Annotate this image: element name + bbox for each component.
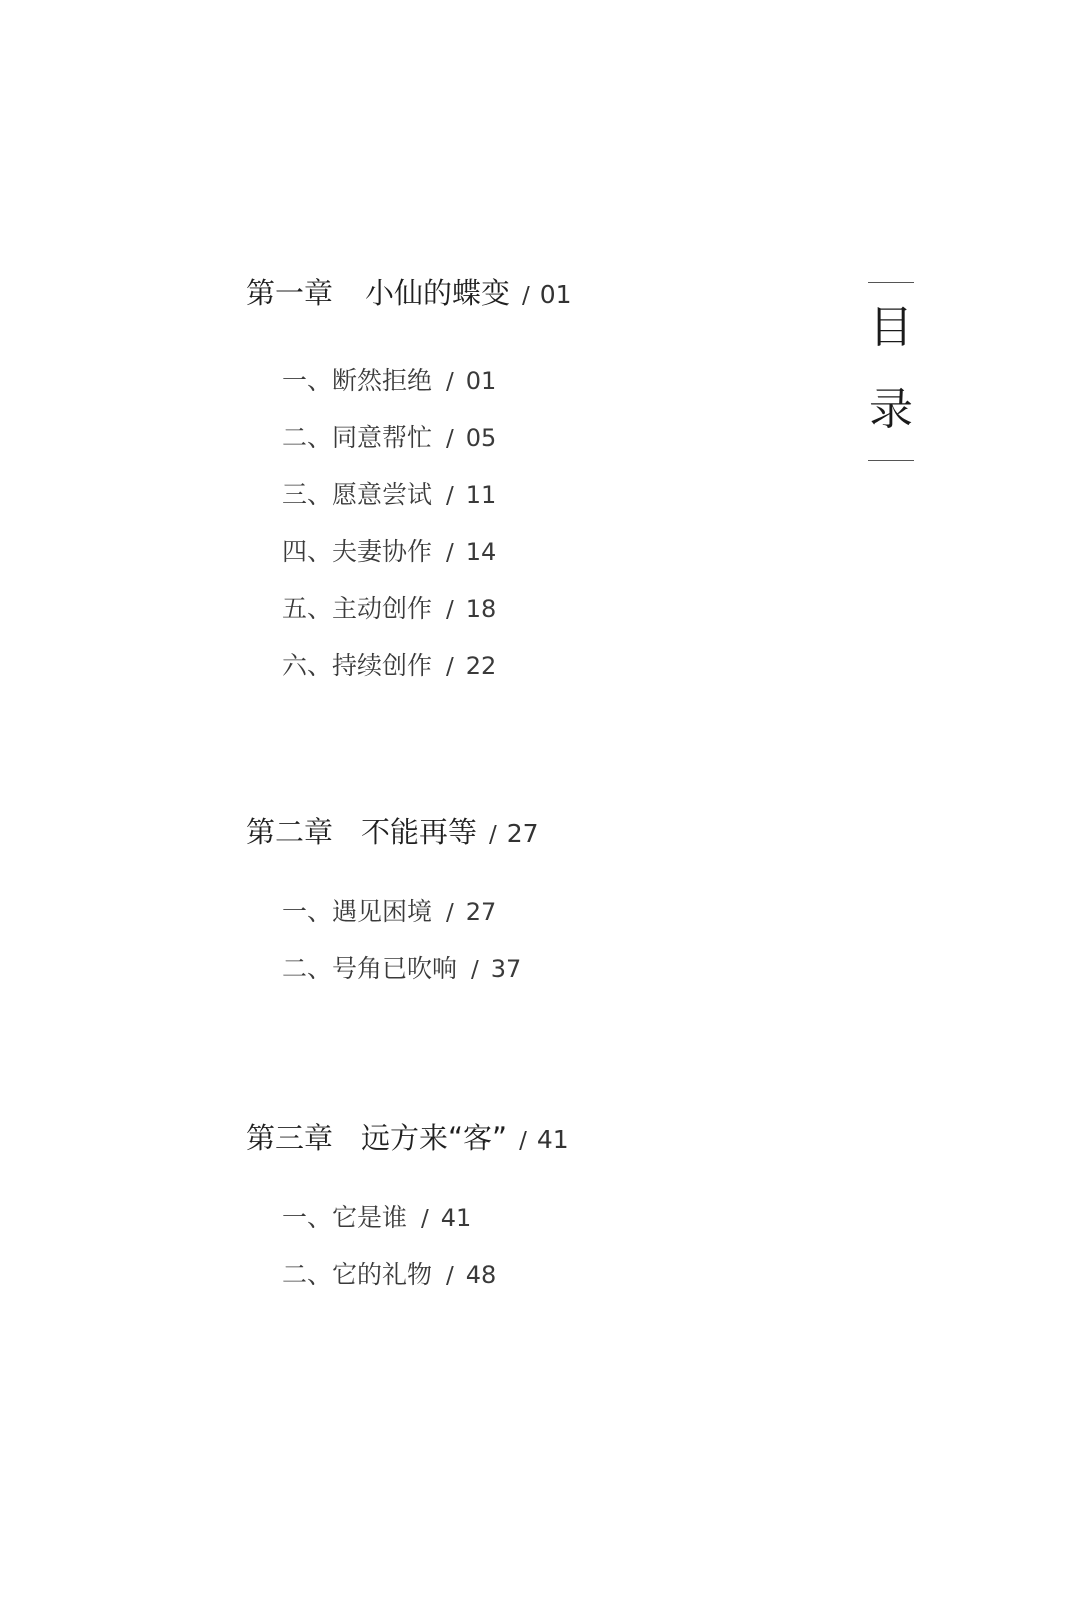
section-entry[interactable] xyxy=(282,423,496,454)
page-separator: / xyxy=(421,1206,429,1232)
section-entry[interactable] xyxy=(282,594,496,625)
toc-title-char-2: 录 xyxy=(869,384,913,435)
section-label: 四、夫妻协作 xyxy=(282,537,433,566)
section-page-number: 22 xyxy=(465,652,497,680)
chapter-title: 远方来“客” xyxy=(361,1121,508,1155)
section-entry[interactable] xyxy=(282,480,496,511)
section-entry[interactable] xyxy=(282,1203,471,1234)
section-label: 二、同意帮忙 xyxy=(282,423,433,452)
section-label: 一、它是谁 xyxy=(282,1203,408,1232)
section-page-number: 37 xyxy=(490,955,522,983)
section-entry[interactable] xyxy=(282,954,521,985)
section-entry[interactable] xyxy=(282,651,496,682)
section-page-number: 11 xyxy=(465,481,497,509)
chapter-heading-3[interactable] xyxy=(246,1121,569,1158)
section-page-number: 14 xyxy=(465,538,497,566)
page-separator: / xyxy=(446,597,454,623)
page-separator: / xyxy=(446,1263,454,1289)
chapter-heading-2[interactable] xyxy=(246,815,539,852)
section-entry[interactable] xyxy=(282,1260,496,1291)
section-page-number: 01 xyxy=(465,367,497,395)
toc-title xyxy=(868,282,916,462)
page-separator: / xyxy=(489,822,497,848)
chapter-number: 第三章 xyxy=(246,1121,334,1155)
page-separator: / xyxy=(446,426,454,452)
section-label: 三、愿意尝试 xyxy=(282,480,433,509)
section-label: 二、它的礼物 xyxy=(282,1260,433,1289)
title-bottom-rule xyxy=(868,460,914,461)
section-entry[interactable] xyxy=(282,366,496,397)
section-page-number: 27 xyxy=(465,898,497,926)
section-page-number: 05 xyxy=(465,424,497,452)
chapter-number: 第二章 xyxy=(246,815,334,849)
page-separator: / xyxy=(522,283,530,309)
chapter-page-number: 41 xyxy=(536,1125,569,1154)
page-separator: / xyxy=(446,369,454,395)
section-label: 五、主动创作 xyxy=(282,594,433,623)
chapter-title: 小仙的蝶变 xyxy=(365,276,511,310)
chapter-heading-1[interactable] xyxy=(246,276,572,313)
section-label: 二、号角已吹响 xyxy=(282,954,458,983)
section-entry[interactable] xyxy=(282,897,496,928)
page-separator: / xyxy=(446,540,454,566)
title-top-rule xyxy=(868,282,914,283)
section-label: 一、遇见困境 xyxy=(282,897,433,926)
section-entry[interactable] xyxy=(282,537,496,568)
section-label: 一、断然拒绝 xyxy=(282,366,433,395)
chapter-title: 不能再等 xyxy=(361,815,478,849)
page-separator: / xyxy=(446,654,454,680)
page-separator: / xyxy=(446,483,454,509)
section-label: 六、持续创作 xyxy=(282,651,433,680)
page-separator: / xyxy=(446,900,454,926)
toc-title-char-1: 目 xyxy=(869,302,913,353)
section-page-number: 18 xyxy=(465,595,497,623)
page-separator: / xyxy=(471,957,479,983)
chapter-page-number: 01 xyxy=(539,280,572,309)
chapter-page-number: 27 xyxy=(506,819,539,848)
chapter-number: 第一章 xyxy=(246,276,334,310)
section-page-number: 41 xyxy=(440,1204,472,1232)
section-page-number: 48 xyxy=(465,1261,497,1289)
page-separator: / xyxy=(519,1128,527,1154)
